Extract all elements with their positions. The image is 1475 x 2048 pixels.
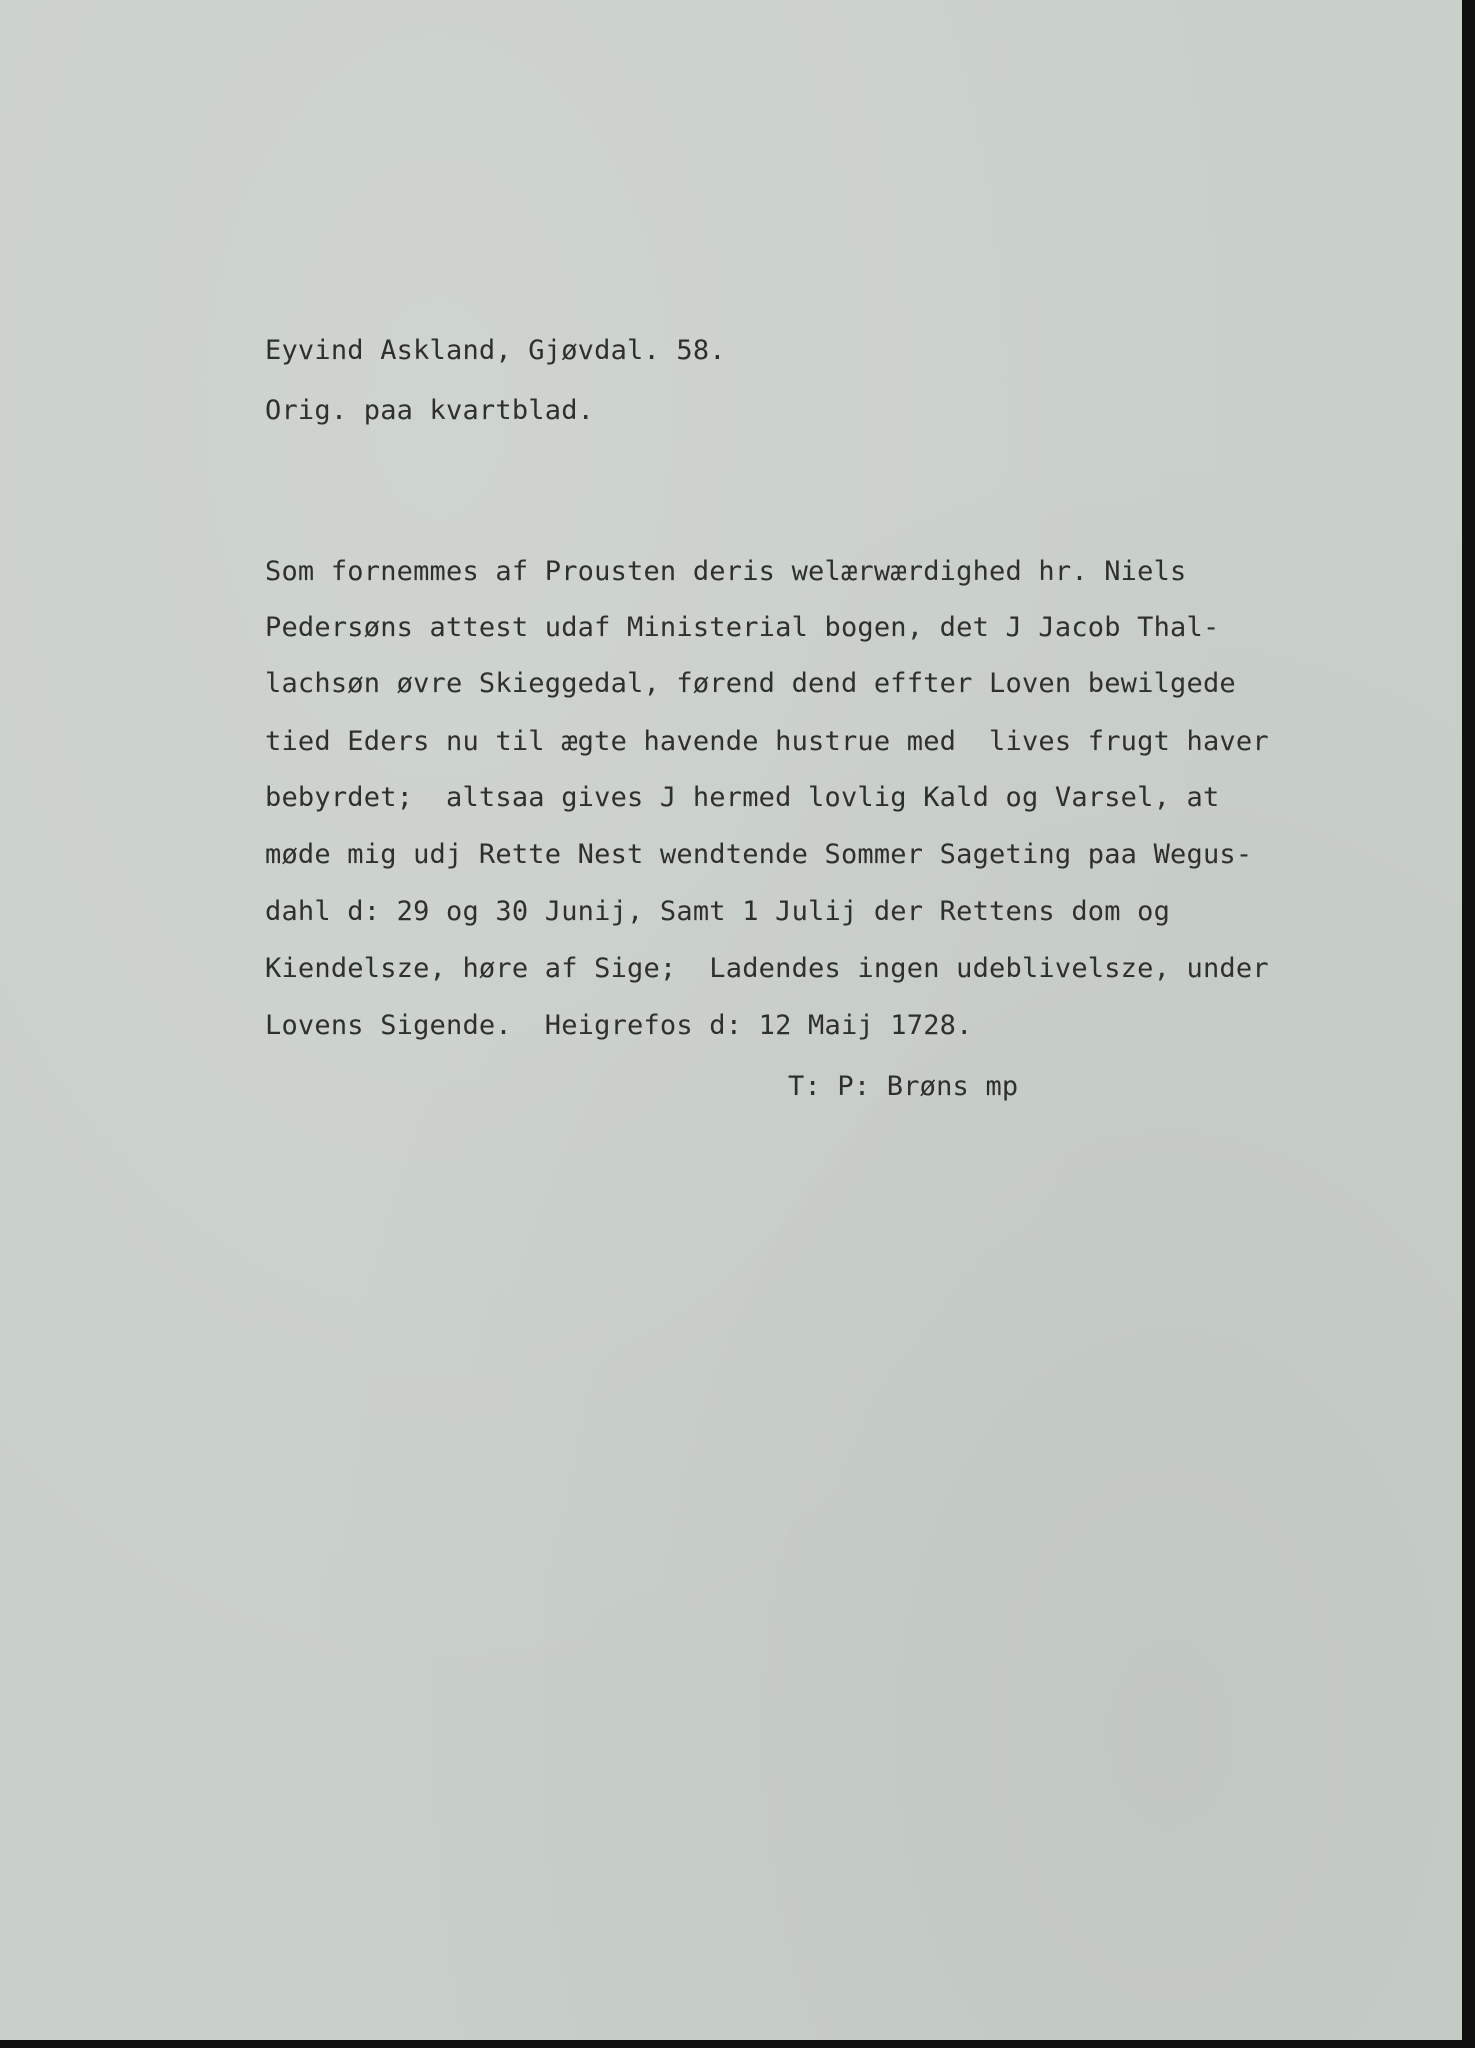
signature: T: P: Brøns mp	[788, 1071, 1019, 1102]
header-line-1: Eyvind Askland, Gjøvdal. 58.	[265, 335, 726, 366]
body-line-2: Pedersøns attest udaf Ministerial bogen, det J Jacob Thal-	[265, 612, 1220, 643]
body-line-1: Som fornemmes af Prousten deris welærwærdighed hr. Niels	[265, 556, 1187, 587]
body-line-8: Kiendelsze, høre af Sige; Ladendes ingen udeblivelsze, under	[265, 953, 1269, 984]
body-line-9: Lovens Sigende. Heigrefos d: 12 Maij 1728.	[265, 1010, 973, 1041]
body-line-5: bebyrdet; altsaa gives J hermed lovlig Kald og Varsel, at	[265, 782, 1220, 813]
body-line-7: dahl d: 29 og 30 Junij, Samt 1 Julij der Rettens dom og	[265, 896, 1171, 927]
header-line-2: Orig. paa kvartblad.	[265, 395, 595, 426]
body-line-4: tied Eders nu til ægte havende hustrue med lives frugt haver	[265, 726, 1269, 757]
body-line-3: lachsøn øvre Skieggedal, førend dend effter Loven bewilgede	[265, 668, 1236, 699]
body-line-6: møde mig udj Rette Nest wendtende Sommer Sageting paa Wegus-	[265, 839, 1253, 870]
